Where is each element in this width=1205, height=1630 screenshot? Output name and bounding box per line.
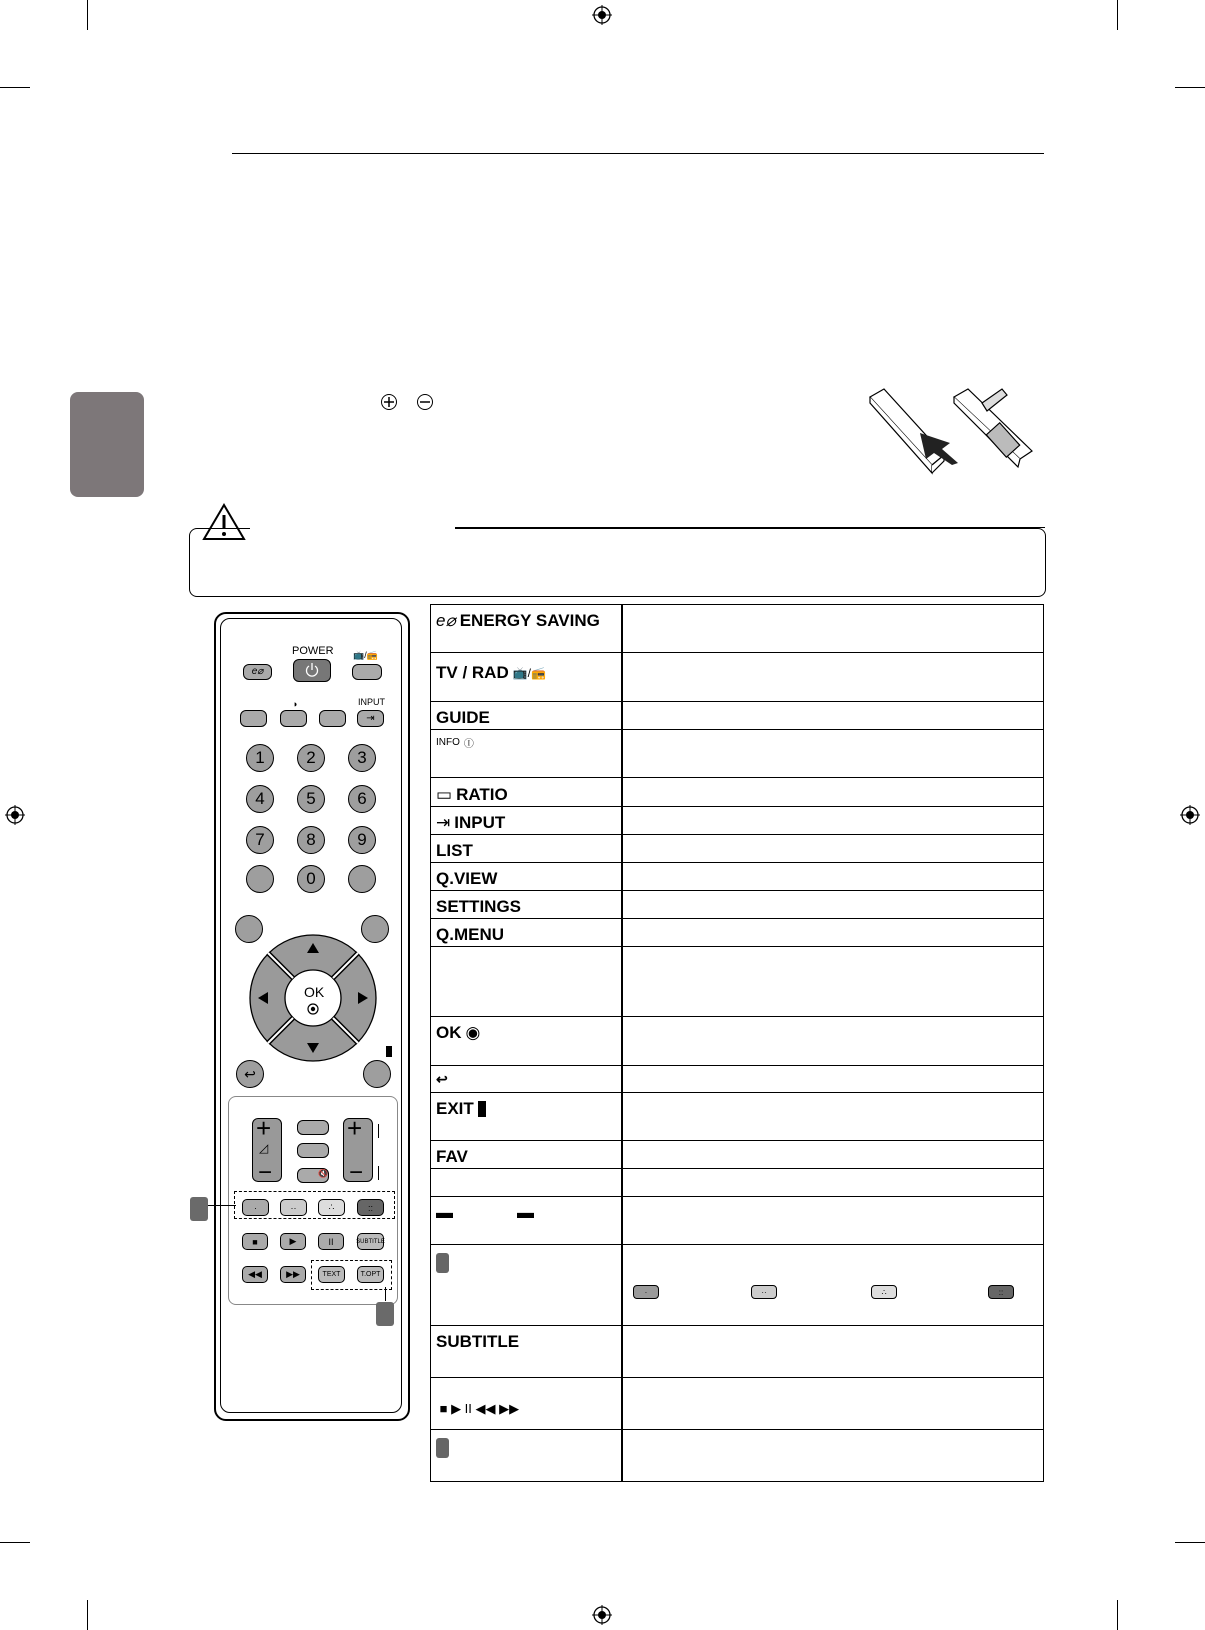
minus-circle-icon: [416, 393, 434, 411]
key-label: RATIO: [456, 785, 508, 804]
key-info: [436, 735, 474, 750]
number-button-2[interactable]: 2: [297, 744, 325, 772]
guide-button[interactable]: [240, 710, 267, 727]
text-button[interactable]: TEXT: [318, 1266, 345, 1283]
info-button[interactable]: [280, 710, 307, 727]
table-row: [431, 1244, 1043, 1245]
key-label: GUIDE: [436, 708, 490, 727]
plus-circle-icon: [380, 393, 398, 411]
key-fav: [436, 1147, 468, 1167]
header-rule: [232, 153, 1044, 154]
number-button-1[interactable]: 1: [246, 744, 274, 772]
callout-marker-1: [190, 1197, 208, 1221]
key-settings: [436, 897, 521, 917]
table-column-divider: [621, 605, 623, 1481]
volume-minus-icon: −: [258, 1159, 273, 1186]
trim-mark: [1175, 1542, 1205, 1543]
tv-rad-button[interactable]: [352, 664, 382, 680]
input-icon: ⇥: [436, 813, 451, 832]
key-label: INFO: [436, 737, 460, 748]
trim-mark: [1117, 1600, 1118, 1630]
registration-mark-icon: [1180, 805, 1200, 825]
number-button-3[interactable]: 3: [348, 744, 376, 772]
key-energy-saving: [436, 611, 600, 631]
key-label: ENERGY SAVING: [459, 611, 600, 630]
callout-line: [385, 1287, 386, 1301]
key-input: [436, 813, 505, 833]
table-row: [431, 1168, 1043, 1169]
table-row: [431, 918, 1043, 919]
guide-key-button[interactable]: [297, 1143, 329, 1158]
trim-mark: [1175, 87, 1205, 88]
red-button[interactable]: ·: [242, 1199, 269, 1216]
key-q-menu: [436, 925, 504, 945]
tv-rad-icon: 📺/📻: [512, 666, 546, 680]
energy-saving-icon: e⌀: [436, 611, 456, 630]
blue-button[interactable]: ::: [357, 1199, 384, 1216]
caution-rule: [455, 527, 1045, 528]
callout-marker-2: [436, 1438, 449, 1458]
key-label: Q.MENU: [436, 925, 504, 944]
yellow-button[interactable]: ∴: [318, 1199, 345, 1216]
key-label: SUBTITLE: [436, 1332, 520, 1351]
table-row: [431, 652, 1043, 653]
trim-mark: [87, 0, 88, 30]
page-down-icon: [378, 1166, 379, 1180]
yellow-button-icon: ∴: [871, 1285, 897, 1299]
callout-marker-2: [376, 1302, 394, 1326]
registration-mark-icon: [5, 805, 25, 825]
key-tv-rad: [436, 663, 546, 683]
programme-minus-icon: −: [349, 1159, 364, 1186]
table-row: [431, 1429, 1043, 1430]
caution-gap: [250, 524, 455, 534]
page-up-icon: [378, 1124, 379, 1138]
key-q-view: [436, 869, 497, 889]
energy-saving-button[interactable]: e⌀: [243, 664, 272, 680]
key-playback: [436, 1401, 519, 1417]
key-label: OK: [436, 1023, 462, 1042]
trim-mark: [0, 87, 30, 88]
number-button-6[interactable]: 6: [348, 785, 376, 813]
playback-icons: ■ ▶ II ◀◀ ▶▶: [436, 1401, 520, 1416]
key-label: SETTINGS: [436, 897, 522, 916]
green-button-icon: ··: [751, 1285, 777, 1299]
key-label: INPUT: [454, 813, 506, 832]
number-button-0[interactable]: 0: [297, 865, 325, 893]
fast-forward-button[interactable]: ▶▶: [280, 1266, 306, 1283]
volume-plus-icon: +: [256, 1113, 272, 1143]
trim-mark: [87, 1600, 88, 1630]
number-button-8[interactable]: 8: [297, 826, 325, 854]
q-view-button[interactable]: [348, 865, 376, 893]
key-page: [436, 1203, 534, 1223]
back-button[interactable]: ↩: [236, 1060, 264, 1088]
key-label: TV / RAD: [436, 663, 509, 682]
table-row: [431, 1065, 1043, 1066]
fav-button[interactable]: [297, 1120, 329, 1135]
trim-mark: [0, 1542, 30, 1543]
button-description-table: [430, 604, 1044, 1482]
table-row: [431, 1016, 1043, 1017]
table-row: [431, 1196, 1043, 1197]
caution-box: [189, 528, 1046, 597]
list-button[interactable]: [246, 865, 274, 893]
callout-marker-1: [436, 1253, 449, 1273]
chapter-tab: [70, 392, 144, 497]
exit-icon: [478, 1101, 486, 1117]
key-label: FAV: [436, 1147, 468, 1166]
number-button-4[interactable]: 4: [246, 785, 274, 813]
table-row: [431, 862, 1043, 863]
tv-rad-icon: 📺/📻: [353, 650, 378, 660]
mute-button[interactable]: 🔇: [297, 1168, 329, 1183]
key-back: [436, 1071, 448, 1088]
info-icon: ◑: [292, 699, 298, 709]
ok-label: OK: [304, 984, 325, 1000]
key-color-buttons: [436, 1253, 449, 1273]
key-subtitle: [436, 1332, 519, 1352]
table-row: [431, 729, 1043, 730]
power-icon: [305, 662, 319, 678]
callout-line: [208, 1205, 236, 1206]
pause-button[interactable]: II: [318, 1233, 344, 1250]
key-ratio: [436, 785, 508, 805]
input-button[interactable]: ⇥: [357, 710, 384, 727]
rewind-button[interactable]: ◀◀: [242, 1266, 268, 1283]
table-row: [431, 1325, 1043, 1326]
registration-mark-icon: [592, 1605, 612, 1625]
t-opt-button[interactable]: T.OPT: [357, 1266, 384, 1283]
volume-icon: ◿: [259, 1141, 269, 1155]
subtitle-button[interactable]: SUBTITLE: [357, 1233, 384, 1250]
number-button-7[interactable]: 7: [246, 826, 274, 854]
table-row: [431, 806, 1043, 807]
page-left-icon: ▬: [436, 1203, 453, 1222]
table-row: [431, 1377, 1043, 1378]
table-row: [431, 1140, 1043, 1141]
key-label: EXIT: [436, 1099, 474, 1118]
table-row: [431, 834, 1043, 835]
table-row: [431, 1092, 1043, 1093]
table-row: [431, 890, 1043, 891]
red-button-icon: ·: [633, 1285, 659, 1299]
power-label: POWER: [292, 645, 334, 657]
number-button-5[interactable]: 5: [297, 785, 325, 813]
ok-icon: ◉: [465, 1023, 481, 1042]
key-label: Q.VIEW: [436, 869, 498, 888]
key-teletext: [436, 1438, 449, 1458]
ratio-button[interactable]: [319, 710, 346, 727]
input-label: INPUT: [358, 697, 385, 707]
info-icon: Ⓘ: [463, 739, 474, 750]
blue-button-icon: ::: [988, 1285, 1014, 1299]
programme-plus-icon: +: [347, 1113, 363, 1143]
green-button[interactable]: ··: [280, 1199, 307, 1216]
stop-button[interactable]: ■: [242, 1233, 268, 1250]
ratio-icon: ▭: [436, 785, 453, 804]
table-row: [431, 777, 1043, 778]
exit-icon: [386, 1046, 392, 1057]
battery-cover-illustration: [862, 385, 1047, 485]
play-button[interactable]: ▶: [280, 1233, 306, 1250]
table-row: [431, 701, 1043, 702]
table-row: [431, 946, 1043, 947]
key-guide: [436, 708, 490, 728]
key-label: LIST: [436, 841, 473, 860]
exit-button[interactable]: [363, 1060, 391, 1088]
key-exit: [436, 1099, 486, 1119]
page-right-icon: ▬: [517, 1203, 534, 1222]
key-ok: [436, 1023, 480, 1043]
key-list: [436, 841, 473, 861]
number-button-9[interactable]: 9: [348, 826, 376, 854]
back-icon: ↩: [436, 1071, 448, 1087]
trim-mark: [1117, 0, 1118, 30]
registration-mark-icon: [592, 5, 612, 25]
